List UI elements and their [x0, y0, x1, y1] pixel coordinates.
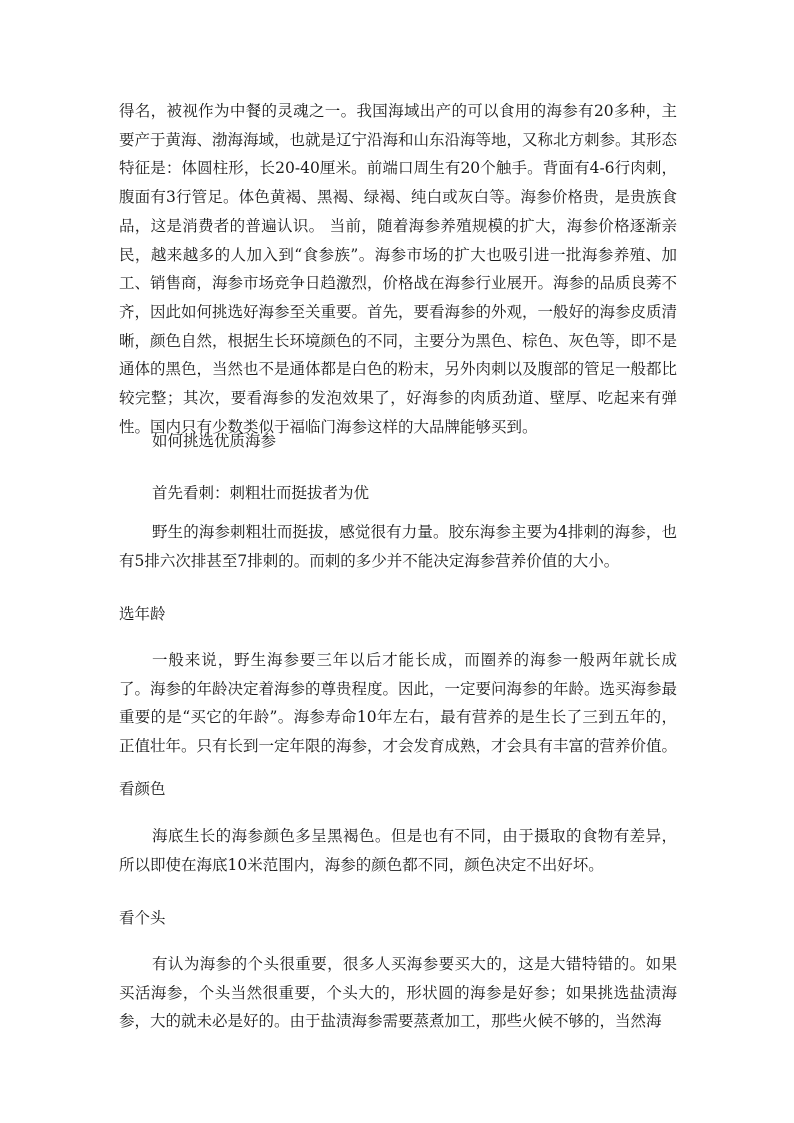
- paragraph-age: 一般来说，野生海参要三年以后才能长成，而圈养的海参一般两年就长成了。海参的年龄决定着海参的尊贵程度。因此，一定要问海参的年龄。选买海参最重要的是“买它的年龄”。海参寿命10年左右，最有营养的是生长了三到五年的，正值壮年。只有长到一定年限的海参，才会发育成熟，才会具有丰富的营养价值。: [119, 651, 678, 756]
- heading-size: 看个头: [119, 909, 166, 927]
- paragraph-size: 有认为海参的个头很重要，很多人买海参要买大的，这是大错特错的。如果买活海参，个头当然很重要，个头大的，形状圆的海参是好参；如果挑选盐渍海参，大的就未必是好的。由于盐渍海参需要蒸煮加工，那些火候不够的，当然海: [119, 955, 677, 1031]
- heading-age: 选年龄: [119, 605, 166, 623]
- heading-spines: 首先看刺：刺粗壮而挺拔者为优: [152, 484, 370, 502]
- intro-paragraph: 得名，被视作为中餐的灵魂之一。我国海域出产的可以食用的海参有20多种，主要产于黄海、渤海海域，也就是辽宁沿海和山东沿海等地，又称北方刺参。其形态特征是：体圆柱形，长20-40厘米。前端口周生有20个触手。背面有4-6行肉刺，腹面有3行管足。体色黄褐、黑褐、绿褐、纯白或灰白等。海参价格贵，是贵族食品，这是消费者的普遍认识。 当前，随着海参养殖规模的扩大，海参价格逐渐亲民，越来越多的人加入到“食参族”。海参市场的扩大也吸引进一批海参养殖、加工、销售商，海参市场竞争日趋激烈，价格战在海参行业展开。海参的品质良莠不齐，因此如何挑选好海参至关重要。首先，要看海参的外观，一般好的海参皮质清晰，颜色自然，根据生长环境颜色的不同，主要分为黑色、棕色、灰色等，即不是通体的黑色，当然也不是通体都是白色的粉末，另外肉刺以及腹部的管足一般都比较完整；其次，要看海参的发泡效果了，好海参的肉质劲道、壁厚、吃起来有弹性。国内只有少数类似于福临门海参这样的大品牌能够买到。: [119, 102, 678, 436]
- paragraph-color: 海底生长的海参颜色多呈黑褐色。但是也有不同，由于摄取的食物有差异，所以即使在海底10米范围内，海参的颜色都不同，颜色决定不出好坏。: [119, 827, 677, 874]
- heading-how-to-choose: 如何挑选优质海参: [152, 432, 277, 450]
- paragraph-spines: 野生的海参刺粗壮而挺拔，感觉很有力量。胶东海参主要为4排刺的海参，也有5排六次排甚至7排刺的。而刺的多少并不能决定海参营养价值的大小。: [119, 523, 677, 570]
- heading-color: 看颜色: [119, 780, 166, 798]
